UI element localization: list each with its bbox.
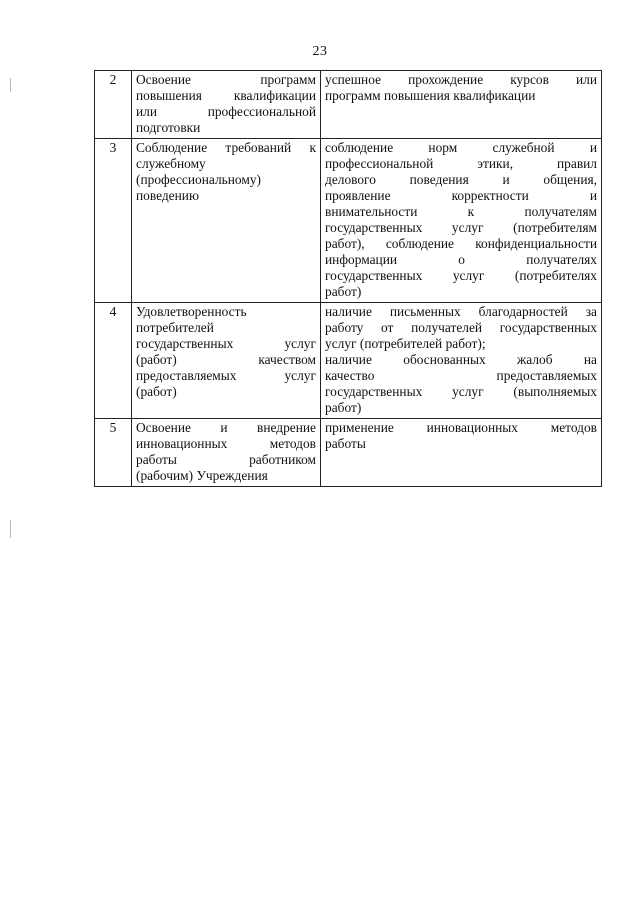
scan-mark bbox=[10, 520, 11, 538]
criterion-name bbox=[132, 71, 321, 139]
criterion-name-line: инновационных методов bbox=[136, 436, 316, 451]
criterion-condition-line: услуг (потребителей работ); bbox=[325, 336, 486, 351]
criterion-name-line: или профессиональной bbox=[136, 104, 316, 119]
criterion-condition-line: информации о получателях bbox=[325, 252, 597, 267]
criterion-condition-line: применение инновационных методов bbox=[325, 420, 597, 435]
table-row bbox=[95, 71, 602, 139]
criterion-name-line: поведению bbox=[136, 188, 199, 203]
criterion-condition bbox=[321, 419, 602, 487]
criterion-condition-line: профессиональной этики, правил bbox=[325, 156, 597, 171]
criteria-table bbox=[94, 70, 602, 487]
criterion-condition bbox=[321, 303, 602, 419]
criterion-condition-line: успешное прохождение курсов или bbox=[325, 72, 597, 87]
criterion-condition-line: качество предоставляемых bbox=[325, 368, 597, 383]
criterion-name bbox=[132, 303, 321, 419]
criterion-condition-line: соблюдение норм служебной и bbox=[325, 140, 597, 155]
criterion-condition bbox=[321, 139, 602, 303]
table-row bbox=[95, 303, 602, 419]
criterion-condition-line: наличие обоснованных жалоб на bbox=[325, 352, 597, 367]
criterion-condition-line: работу от получателей государственных bbox=[325, 320, 597, 335]
row-number: 2 bbox=[95, 71, 132, 139]
criterion-condition-line: работ), соблюдение конфиденциальности bbox=[325, 236, 597, 251]
criterion-name-line: Удовлетворенность bbox=[136, 304, 247, 319]
criterion-condition-line: внимательности к получателям bbox=[325, 204, 597, 219]
criterion-name-line: Соблюдение требований к bbox=[136, 140, 316, 155]
criterion-condition-line: проявление корректности и bbox=[325, 188, 597, 203]
criterion-name-line: Освоение и внедрение bbox=[136, 420, 316, 435]
criterion-name-line: служебному bbox=[136, 156, 206, 171]
criterion-name-line: (рабочим) Учреждения bbox=[136, 468, 268, 483]
criterion-name-line: работы работником bbox=[136, 452, 316, 467]
criterion-name-line: государственных услуг bbox=[136, 336, 316, 351]
criterion-condition-line: программ повышения квалификации bbox=[325, 88, 536, 103]
criterion-name-line: (работ) bbox=[136, 384, 177, 399]
row-number: 4 bbox=[95, 303, 132, 419]
row-number: 5 bbox=[95, 419, 132, 487]
table-row bbox=[95, 419, 602, 487]
criterion-name-line: потребителей bbox=[136, 320, 214, 335]
criterion-name-line: подготовки bbox=[136, 120, 201, 135]
criterion-name-line: предоставляемых услуг bbox=[136, 368, 316, 383]
criterion-condition-line: наличие письменных благодарностей за bbox=[325, 304, 597, 319]
criterion-name-line: повышения квалификации bbox=[136, 88, 316, 103]
criterion-name bbox=[132, 139, 321, 303]
criterion-name-line: Освоение программ bbox=[136, 72, 316, 87]
criterion-condition-line: государственных услуг (выполняемых bbox=[325, 384, 597, 399]
scan-mark bbox=[10, 78, 11, 92]
criteria-table-body bbox=[95, 71, 602, 487]
criterion-name-line: (профессиональному) bbox=[136, 172, 261, 187]
criterion-condition-line: работ) bbox=[325, 400, 362, 415]
row-number: 3 bbox=[95, 139, 132, 303]
criterion-condition-line: делового поведения и общения, bbox=[325, 172, 597, 187]
criterion-condition-line: государственных услуг (потребителям bbox=[325, 220, 597, 235]
criterion-condition-line: государственных услуг (потребителях bbox=[325, 268, 597, 283]
criterion-condition-line: работы bbox=[325, 436, 366, 451]
criterion-condition bbox=[321, 71, 602, 139]
criterion-condition-line: работ) bbox=[325, 284, 362, 299]
table-row bbox=[95, 139, 602, 303]
criterion-name-line: (работ) качеством bbox=[136, 352, 316, 367]
criterion-name bbox=[132, 419, 321, 487]
page-number: 23 bbox=[312, 44, 328, 59]
